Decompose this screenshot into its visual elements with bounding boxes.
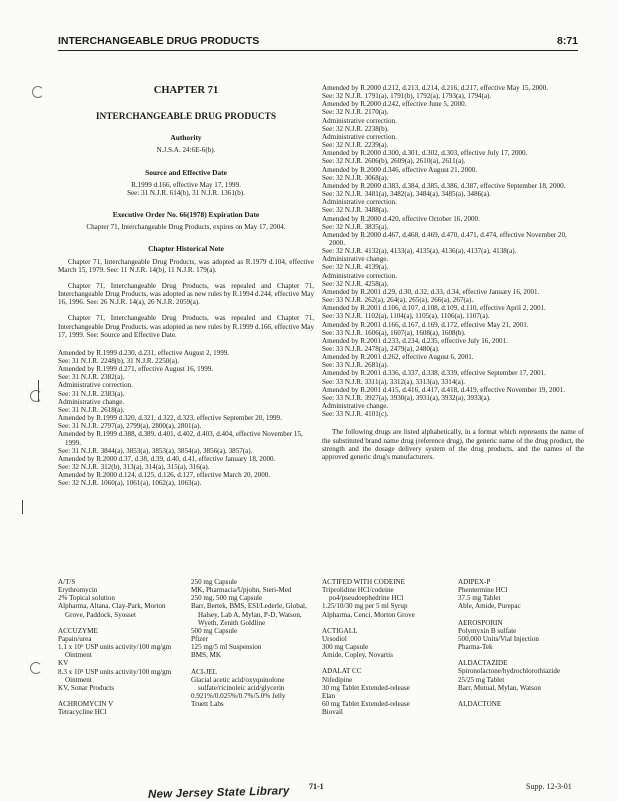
right-column	[322, 84, 584, 461]
drug-line: ACCUZYME	[58, 626, 98, 635]
spacer	[458, 692, 588, 700]
spacer	[58, 692, 183, 700]
drug-line: Alpharma, Cenci, Morton Grove	[322, 610, 415, 619]
spacer	[322, 659, 452, 667]
amendment-note: Administrative correction.	[322, 132, 397, 141]
amendment-note: Administrative correction.	[322, 198, 397, 207]
drug-line: Truett Labs	[191, 700, 224, 709]
amendment-note: Amended by R.2001 d.415, d.416, d.417, d.418, d.419, effective November 19, 2001.	[322, 385, 565, 394]
drug-line: 250 mg, 500 mg Capsule	[191, 594, 263, 603]
historical-note-heading: Chapter Historical Note	[148, 244, 224, 254]
drug-line: Alpharma, Altana, Clay-Park, Morton Grove, Paddock, Syosset	[58, 602, 166, 619]
amendment-note: Amended by R.2001 d.336, d.337, d.338, d.339, effective September 17, 2001.	[322, 369, 546, 378]
amendment-note: Amended by R.1999 d.230, d.231, effective August 2, 1999.	[58, 348, 230, 357]
margin-mark-icon	[32, 86, 44, 98]
drug-line: 30 mg Tablet Extended-release	[322, 683, 410, 692]
amendment-note: Administrative change.	[322, 402, 389, 411]
drug-line: Elan	[322, 691, 335, 700]
drug-line: Triprolidine HCl/codeine po4/pseudoephedrine HCl	[322, 586, 404, 603]
drug-line: 60 mg Tablet Extended-release	[322, 700, 410, 709]
amendment-note: See: 31 N.J.R. 2797(a), 2799(a), 2800(a), 2801(a).	[58, 422, 202, 431]
authority-section	[58, 134, 314, 154]
drug-line: Ursodiol	[322, 634, 347, 643]
margin-mark-icon	[30, 662, 42, 674]
drug-line: Barr, Bertek, BMS, ESI/Lederle, Global, Halsey, Lab A, Mylan, P-D, Watson, Wyeth, Zenith Goldline	[191, 602, 307, 627]
amendment-note: See: 33 N.J.R. 2681(a).	[322, 361, 389, 370]
historical-note-section	[58, 245, 314, 338]
amendment-note: Amended by R.2000 d.242, effective June 5, 2000.	[322, 100, 467, 109]
historical-paragraph: Chapter 71, Interchangeable Drug Products, was adopted as R.1979 d.104, effective March 15, 1979. See: 11 N.J.R. 14(b), 11 N.J.R. 179(a).	[58, 257, 314, 274]
amendment-note: See: 32 N.J.R. 4139(a).	[322, 263, 389, 272]
page-number: 71-1	[309, 782, 324, 791]
drug-line: ACI-JEL	[191, 667, 218, 676]
drug-line: Glacial acetic acid/oxyquinolone sulfate/ricinoleic acid/glycerin	[191, 675, 285, 692]
amendment-note: See: 32 N.J.R. 1060(a), 1061(a), 1062(a), 1063(a).	[58, 479, 202, 488]
amendment-note: Administrative correction.	[322, 116, 397, 125]
drug-line: Polymyxin B sulfate	[458, 626, 517, 635]
drug-line: 2% Topical solution	[58, 594, 115, 603]
amendment-note: Amended by R.2001 d.29, d.30, d.32, d.33, d.34, effective January 16, 2001.	[322, 287, 540, 296]
supplement-date: Supp. 12-3-01	[526, 782, 572, 791]
amendment-note: Amended by R.2000 d.212, d.213, d.214, d.216, d.217, effective May 15, 2000.	[322, 84, 549, 92]
drug-line: Tetracycline HCl	[58, 708, 107, 717]
amendment-note: Administrative correction.	[58, 381, 133, 390]
amendment-list-left	[58, 349, 314, 488]
executive-order-text: Chapter 71, Interchangeable Drug Products, expires on May 17, 2004.	[86, 223, 286, 232]
drug-line: Phentermine HCl	[458, 586, 508, 595]
amendment-note: See: 33 N.J.R. 1606(a), 1607(a), 1608(a), 1608(b).	[322, 328, 466, 337]
amendment-note: See: 31 N.J.R. 2618(a).	[58, 405, 125, 414]
authority-heading: Authority	[170, 133, 202, 143]
listing-intro: The following drugs are listed alphabetically, in a format which represents the name of the substituted brand name drug (reference drug), the generic name of the drug product, the strength and the dosage delivery system of the drug products, and the names of the approved generic drug's manufacturers.	[322, 428, 584, 461]
drug-line: 125 mg/5 ml Suspension	[191, 643, 262, 652]
header-page-number: 8:71	[556, 35, 578, 47]
drug-line: Pharma-Tek	[458, 643, 493, 652]
amendment-note: See: 32 N.J.R. 4132(a), 4133(a), 4135(a), 4136(a), 4137(a), 4138(a).	[322, 247, 517, 256]
amendment-note: Amended by R.1999 d.388, d.389, d.401, d.402, d.403, d.404, effective November 15, 1999.	[58, 430, 303, 447]
drug-line: ACTIGALL	[322, 626, 358, 635]
drug-line: ADIPEX-P	[458, 578, 491, 586]
amendment-note: See: 33 N.J.R. 3311(a), 3312(a), 3313(a), 3314(a).	[322, 377, 465, 386]
executive-order-heading: Executive Order No. 66(1978) Expiration Date	[112, 210, 260, 220]
drug-line: AEROSPORIN	[458, 618, 503, 627]
amendment-note: See: 31 N.J.R. 2383(a).	[58, 389, 125, 398]
amendment-note: Amended by R.1999 d.271, effective August 16, 1999.	[58, 365, 214, 374]
drug-line: 0.921%/0.025%/0.7%/5.0% Jelly	[191, 692, 286, 701]
amendment-note: See: 33 N.J.R. 1102(a), 1104(a), 1105(a), 1106(a), 1107(a).	[322, 312, 490, 321]
amendment-note: See: 32 N.J.R. 3835(a).	[322, 222, 389, 231]
chapter-label: CHAPTER 71	[153, 85, 219, 96]
source-heading: Source and Effective Date	[145, 167, 227, 177]
drug-line: ALDACTAZIDE	[458, 659, 508, 668]
source-line: R.1999 d.166, effective May 17, 1999.	[131, 180, 241, 189]
amendment-note: Amended by R.2000 d.124, d.125, d.126, d.127, effective March 20, 2000.	[58, 471, 271, 480]
margin-bracket	[22, 500, 23, 514]
spacer	[191, 660, 316, 668]
amendment-note: Amended by R.2001 d.166, d.167, d.169, d.172, effective May 21, 2001.	[322, 320, 529, 329]
amendment-note: See: 31 N.J.R. 3844(a), 3853(a), 3853(a), 3854(a), 3856(a), 3857(a).	[58, 446, 253, 455]
amendment-note: Administrative change.	[58, 397, 125, 406]
amendment-note: See: 33 N.J.R. 4101(c).	[322, 410, 389, 419]
drug-line: ACHROMYCIN V	[58, 700, 114, 709]
drug-line: KV	[58, 659, 69, 668]
drug-line: 500,000 Units/Vial Injection	[458, 634, 539, 643]
drug-line: KV, Sonar Products	[58, 683, 115, 692]
historical-paragraph: Chapter 71, Interchangeable Drug Products, was repealed and Chapter 71, Interchangeable Drug Products, was adopted as new rules by R.1994 d.244, effective May 16, 1996. See: 26 N.J.R. 14(a), 26 N.J.R. 2059(a).	[58, 281, 314, 307]
amendment-note: Amended by R.2000 d.346, effective August 21, 2000.	[322, 165, 478, 174]
amendment-note: Amended by R.2000 d.37, d.38, d.39, d.40, d.41, effective January 18, 2000.	[58, 454, 276, 463]
chapter-title: INTERCHANGEABLE DRUG PRODUCTS	[95, 112, 277, 123]
amendment-note: See: 31 N.J.R. 2382(a).	[58, 373, 125, 382]
drug-line: Able, Amide, Purepac	[458, 602, 521, 611]
drug-line: Erythromycin	[58, 586, 98, 595]
drug-line: ACTIFED WITH CODEINE	[322, 578, 406, 586]
drug-line: 500 mg Capsule	[191, 626, 238, 635]
margin-mark-icon	[30, 390, 42, 402]
amendment-note: See: 32 N.J.R. 2238(b).	[322, 124, 389, 133]
drug-line: Nifedipine	[322, 675, 353, 684]
drug-line: ALDACTONE	[458, 699, 502, 708]
spacer	[458, 611, 588, 619]
amendment-note: See: 32 N.J.R. 2170(a).	[322, 108, 389, 117]
amendment-note: See: 32 N.J.R. 1791(a), 1791(b), 1792(a), 1793(a), 1794(a).	[322, 92, 492, 101]
drug-line: Spironolactone/hydrochlorothiazide	[458, 667, 561, 676]
left-column	[58, 84, 314, 487]
amendment-note: Amended by R.2000 d.467, d.468, d.469, d.470, d.471, d.474, effective November 20, 2000.	[322, 230, 567, 247]
header-title: INTERCHANGEABLE DRUG PRODUCTS	[58, 35, 260, 47]
drug-column	[458, 578, 588, 708]
drug-line: Amide, Copley, Novartis	[322, 651, 393, 660]
drug-column	[322, 578, 452, 716]
running-header	[58, 34, 578, 51]
drug-line: 300 mg Capsule	[322, 643, 369, 652]
drug-line: 1.1 x 10⁶ USP units activity/100 mg/gm Ointment	[58, 643, 172, 660]
amendment-note: See: 32 N.J.R. 312(b), 313(a), 314(a), 315(a), 316(a).	[58, 463, 210, 471]
drug-line: 37.5 mg Tablet	[458, 594, 501, 603]
amendment-note: Amended by R.2001 d.262, effective August 6, 2001.	[322, 353, 474, 362]
drug-line: 25/25 mg Tablet	[458, 675, 505, 684]
executive-order-section	[58, 211, 314, 231]
amendment-note: Amended by R.2001 d.106, d.107, d.108, d.109, d.110, effective April 2, 2001.	[322, 304, 546, 313]
amendment-note: Administrative change.	[322, 255, 389, 264]
drug-line: 1.25/10/30 mg per 5 ml Syrup	[322, 602, 408, 611]
historical-paragraph: Chapter 71, Interchangeable Drug Products, was repealed and Chapter 71, Interchangeable Drug Products, was adopted as new rules by R.1999 d.166, effective May 17, 1999. See: Source and Effective Date.	[58, 314, 314, 339]
spacer	[58, 619, 183, 627]
drug-line: Barr, Mutual, Mylan, Watson	[458, 683, 541, 692]
drug-line: 250 mg Capsule	[191, 578, 238, 586]
drug-line: 8.3 x 10⁵ USP units activity/100 mg/gm Ointment	[58, 667, 172, 684]
spacer	[322, 619, 452, 627]
drug-line: A/T/S	[58, 578, 76, 586]
drug-column	[191, 578, 316, 708]
amendment-note: Amended by R.1999 d.320, d.321, d.322, d.323, effective September 20, 1999.	[58, 414, 282, 423]
drug-column	[58, 578, 183, 716]
amendment-note: See: 32 N.J.R. 2606(b), 2609(a), 2610(a), 2611(a).	[322, 157, 466, 166]
amendment-note: Amended by R.2000 d.300, d.301, d.302, d.303, effective July 17, 2000.	[322, 149, 528, 158]
amendment-note: Administrative correction.	[322, 271, 397, 280]
amendment-note: See: 32 N.J.R. 4258(a).	[322, 279, 389, 288]
amendment-note: See: 32 N.J.R. 3481(a), 3482(a), 3484(a), 3485(a), 3486(a).	[322, 190, 491, 199]
margin-bracket	[38, 380, 39, 402]
spacer	[458, 651, 588, 659]
source-section	[58, 169, 314, 197]
drug-line: MK, Pharmacia/Upjohn, Steri-Med	[191, 586, 292, 595]
drug-line: Biovail	[322, 708, 343, 717]
drug-line: Papain/urea	[58, 634, 92, 643]
amendment-note: See: 33 N.J.R. 2478(a), 2479(a), 2480(a).	[322, 345, 440, 353]
amendment-note: See: 32 N.J.R. 3488(a).	[322, 206, 389, 215]
amendment-list-right	[322, 84, 584, 418]
amendment-note: See: 33 N.J.R. 3927(a), 3930(a), 3931(a), 3932(a), 3933(a).	[322, 393, 491, 402]
amendment-note: Amended by R.2001 d.233, d.234, d.235, effective July 16, 2001.	[322, 336, 508, 345]
drug-line: BMS, MK	[191, 651, 221, 660]
amendment-note: See: 31 N.J.R. 2248(b), 31 N.J.R. 2250(a).	[58, 356, 179, 365]
amendment-note: See: 32 N.J.R. 3068(a).	[322, 173, 389, 182]
amendment-note: Amended by R.2000 d.383, d.384, d.385, d.386, d.387, effective September 18, 2000.	[322, 181, 566, 190]
amendment-note: Amended by R.2000 d.420, effective October 16, 2000.	[322, 214, 480, 223]
footer	[0, 782, 618, 798]
amendment-note: See: 32 N.J.R. 2239(a).	[322, 141, 389, 150]
amendment-note: See: 33 N.J.R. 262(a), 264(a), 265(a), 266(a), 267(a).	[322, 296, 474, 305]
drug-line: ADALAT CC	[322, 667, 362, 676]
drug-line: Pfizer	[191, 635, 208, 644]
source-line: See: 31 N.J.R. 614(b), 31 N.J.R. 1361(b).	[127, 188, 245, 197]
authority-text: N.J.S.A. 24:6E-6(b).	[156, 146, 216, 155]
library-stamp: New Jersey State Library	[147, 785, 290, 801]
